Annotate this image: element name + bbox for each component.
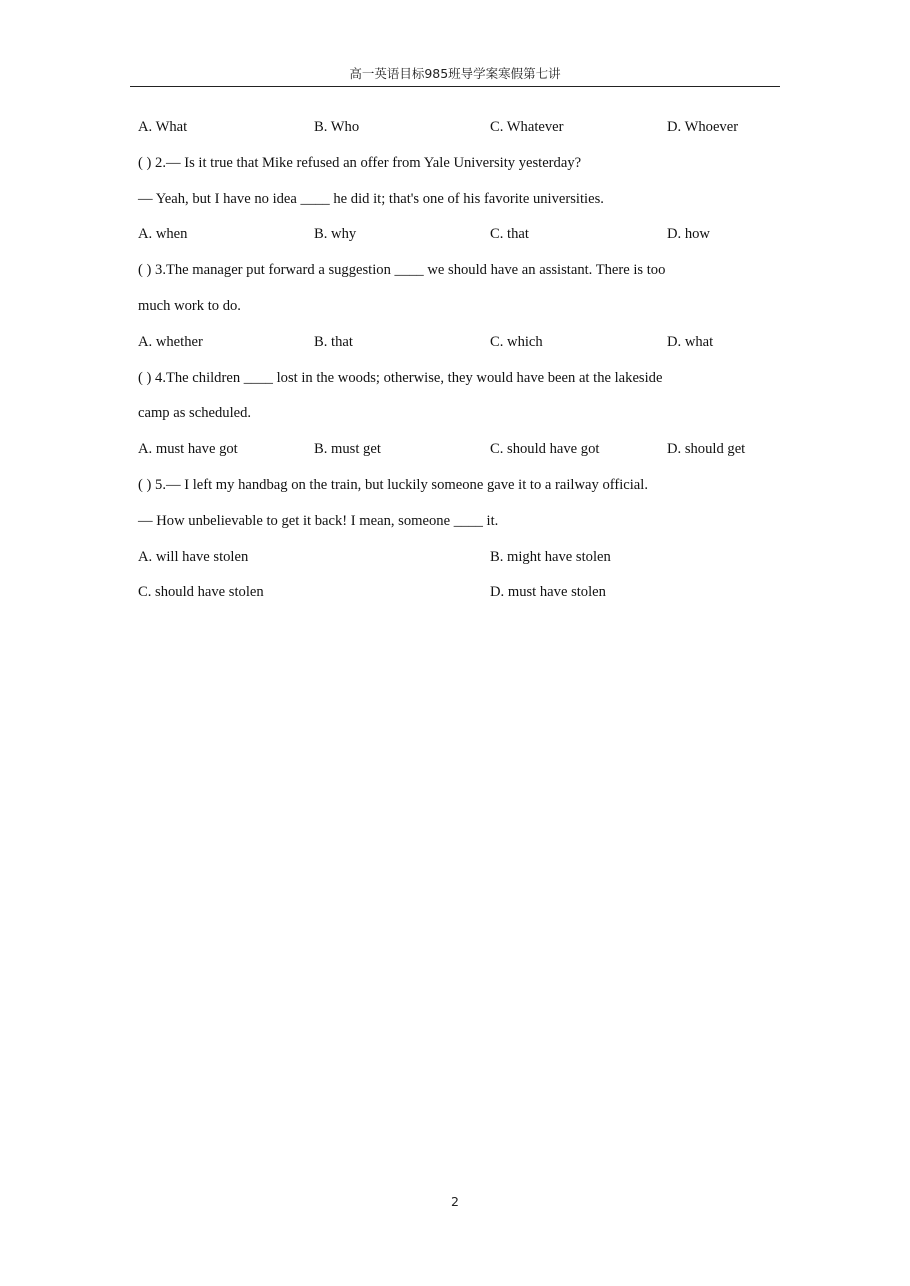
q5-option-a: A. will have stolen [138,548,249,565]
q1-option-b: B. Who [314,119,360,135]
q4-option-c: C. should have got [490,441,600,458]
q1-option-c: C. Whatever [490,119,564,135]
q2-stem: ( ) 2.— Is it true that Mike refused an offer from Yale University yesterday? [138,154,582,171]
q5-option-c: C. should have stolen [138,584,264,601]
q2-reply: — Yeah, but I have no idea ____ he did it; that's one of his favorite universities. [138,190,604,207]
q3-option-a: A. whether [138,333,203,350]
q5-options-row2 [138,575,778,611]
q5-reply: — How unbelievable to get it back! I mean, someone ____ it. [138,512,499,529]
q5-option-b: B. might have stolen [490,548,611,565]
q4-stem-line2: camp as scheduled. [138,405,252,422]
header-title: 高一英语目标985班导学案寒假第七讲 [349,66,561,81]
q3-options [138,325,778,361]
q4-stem-line1: ( ) 4.The children ____ lost in the woods; otherwise, they would have been at the lakeside [138,369,663,386]
q3-option-c: C. which [490,333,543,350]
q2-option-c: C. that [490,226,529,243]
q2-option-a: A. when [138,226,188,243]
q5-option-d: D. must have stolen [490,584,606,601]
q5-options-row1 [138,540,778,576]
q2-option-d: D. how [667,226,710,243]
q4-option-b: B. must get [314,441,381,458]
page-number: 2 [451,1194,459,1209]
q3-option-b: B. that [314,333,353,350]
q3-option-d: D. what [667,333,714,350]
q4-option-a: A. must have got [138,441,238,458]
question-list [138,110,778,611]
q1-option-a: A. What [138,119,188,135]
q1-option-d: D. Whoever [667,119,739,135]
q3-stem-line1: ( ) 3.The manager put forward a suggestion ____ we should have an assistant. There is too [138,262,666,279]
q1-options [138,110,778,146]
q4-option-d: D. should get [667,441,746,458]
q2-options [138,217,778,253]
q2-option-b: B. why [314,226,357,243]
q3-stem-line2: much work to do. [138,297,241,314]
q4-options [138,432,778,468]
q5-stem: ( ) 5.— I left my handbag on the train, but luckily someone gave it to a railway official. [138,476,648,493]
page-header [130,64,780,87]
